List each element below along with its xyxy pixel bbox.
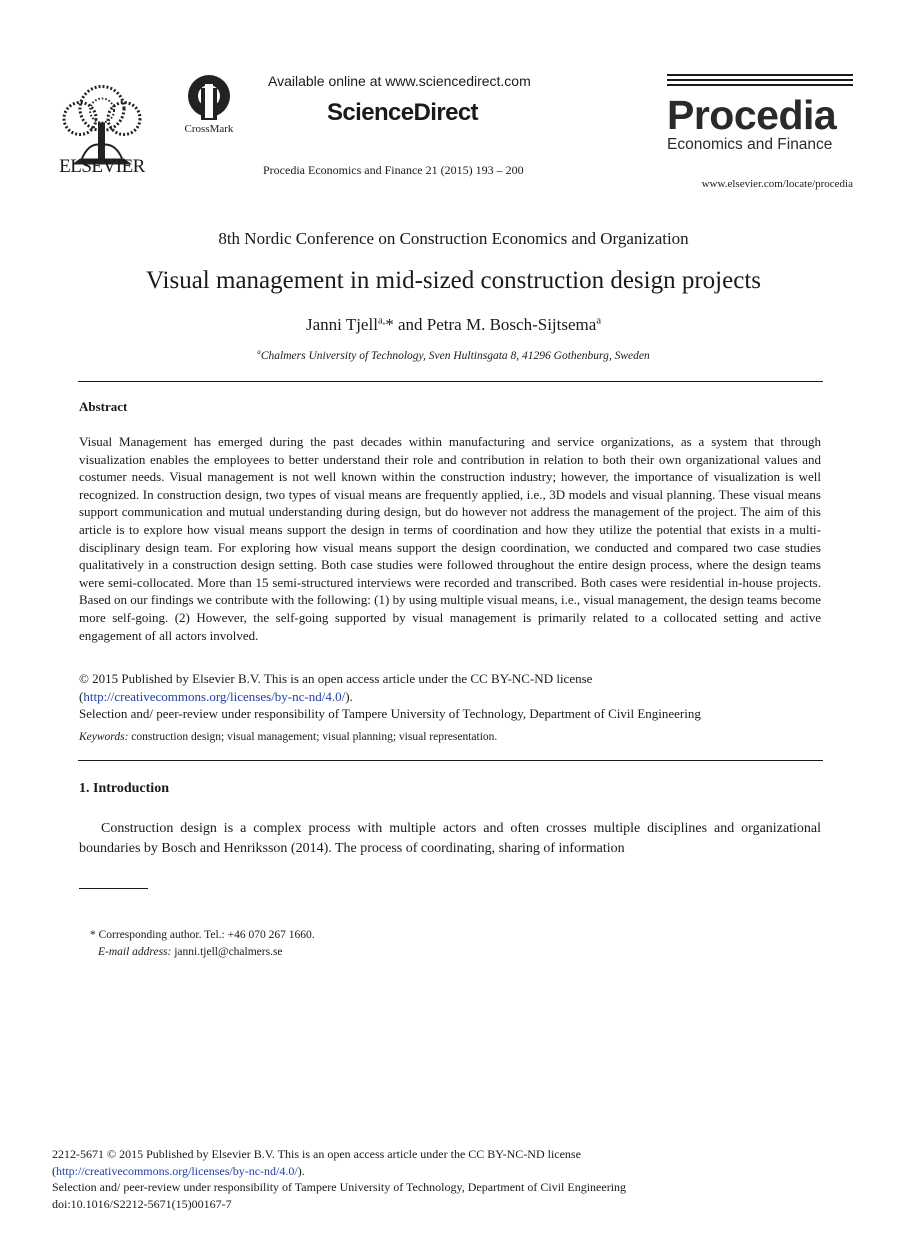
section-heading: 1. Introduction (79, 781, 169, 796)
crossmark-label: CrossMark (184, 123, 234, 135)
abstract-text: Visual Management has emerged during the past decades within manufacturing and service organizations, as a system that through visualization enables the employees to better understand their role and contribution in relation to both their own organizational values and costumer needs. Visual management is not well known within the construction industry; however, the importance of visualization is well recognized. In construction design, two types of visual means are frequently applied, i.e., 3D models and visual planning. These visual means support communication and mutual understanding during design, but do however not address the management of the project. The aim of this article is to explore how visual means support the design in terms of coordination and how they utilize the potential that exists in a multi-disciplinary design team. For exploring how visual means support the design coordination, we conducted and compared two case studies qualitatively in a construction design setting. Both case studies were followed throughout the entire design process, where the design teams were semi-collocated. More than 15 semi-structured interviews were recorded and transcribed. Both cases were residential in-house projects. Based on our findings we contribute with the following: (1) by using multiple visual means, i.e., visual management, the design teams become more self-going. (2) However, the self-going supported by visual management is primarily related to a collocated setting and active engagement of all actors involved. (79, 434, 821, 643)
license-block (79, 670, 821, 723)
author-name: Janni Tjell (306, 315, 378, 334)
paper-title: Visual management in mid-sized construction design projects (145, 267, 761, 294)
copyright-line: © 2015 Published by Elsevier B.V. This is an open access article under the CC BY-NC-ND license (79, 671, 593, 686)
abstract-heading: Abstract (79, 399, 128, 414)
procedia-logo (667, 74, 853, 154)
procedia-subtitle: Economics and Finance (667, 136, 833, 153)
crossmark-icon (178, 74, 240, 120)
footnote-corresponding: * Corresponding author. Tel.: +46 070 267 1660. (90, 929, 315, 941)
peer-review-line: Selection and/ peer-review under responsibility of Tampere University of Technology, Department of Civil Engineering (52, 1180, 627, 1194)
paren: ). (345, 688, 353, 704)
corresponding-marker: * (385, 315, 394, 334)
affiliation-marker: a, (377, 315, 386, 327)
logo-rule (667, 74, 853, 76)
affiliation (0, 350, 907, 362)
affiliation-text: Chalmers University of Technology, Sven Hultinsgata 8, 41296 Gothenburg, Sweden (260, 350, 650, 362)
license-line (79, 688, 821, 706)
divider (78, 381, 823, 382)
license-link[interactable]: http://creativecommons.org/licenses/by-nc-nd/4.0/ (56, 1163, 298, 1178)
paren: ( (79, 688, 84, 704)
footnote-rule (79, 888, 148, 889)
peer-review-line: Selection and/ peer-review under responsibility of Tampere University of Technology, Department of Civil Engineering (79, 706, 701, 722)
section-body: Construction design is a complex process with multiple actors and often crosses multiple disciplines and organizational boundaries by Bosch and Henriksson (2014). The process of coordinating, sharing of information (79, 821, 821, 856)
crossmark-badge[interactable] (178, 74, 240, 134)
divider (78, 760, 823, 761)
conference-name: 8th Nordic Conference on Construction Economics and Organization (218, 229, 689, 248)
page-footer (52, 1146, 832, 1212)
journal-url[interactable]: www.elsevier.com/locate/procedia (701, 178, 853, 190)
paren: ( (52, 1163, 56, 1178)
issn-line: 2212-5671 © 2015 Published by Elsevier B.V. This is an open access article under the CC BY-NC-ND license (52, 1147, 581, 1161)
procedia-title: Procedia (667, 92, 837, 138)
author-name: Petra M. Bosch-Sijtsema (426, 315, 597, 334)
affiliation-marker: a (596, 315, 601, 327)
email-label: E-mail address: (98, 946, 172, 958)
available-online-text: Available online at www.sciencedirect.com (268, 73, 531, 89)
publisher-name: ELSEVIER (59, 156, 145, 177)
paren: ). (297, 1163, 305, 1178)
affiliation-marker: a (257, 348, 261, 357)
keywords-list: construction design; visual management; visual planning; visual representation. (128, 731, 498, 743)
keywords (79, 731, 821, 743)
logo-rule (667, 79, 853, 81)
author-list (0, 315, 907, 335)
footnote-email (98, 946, 283, 958)
journal-citation: Procedia Economics and Finance 21 (2015) 193 – 200 (263, 163, 524, 177)
doi[interactable]: doi:10.1016/S2212-5671(15)00167-7 (52, 1196, 232, 1211)
email-address[interactable]: janni.tjell@chalmers.se (171, 946, 283, 958)
keywords-label: Keywords: (79, 731, 129, 743)
license-link[interactable]: http://creativecommons.org/licenses/by-nc-nd/4.0/ (83, 688, 346, 704)
sciencedirect-logo[interactable]: ScienceDirect (327, 99, 478, 126)
license-line (52, 1163, 832, 1180)
author-conjunction: and (393, 315, 427, 334)
logo-rule (667, 84, 853, 86)
